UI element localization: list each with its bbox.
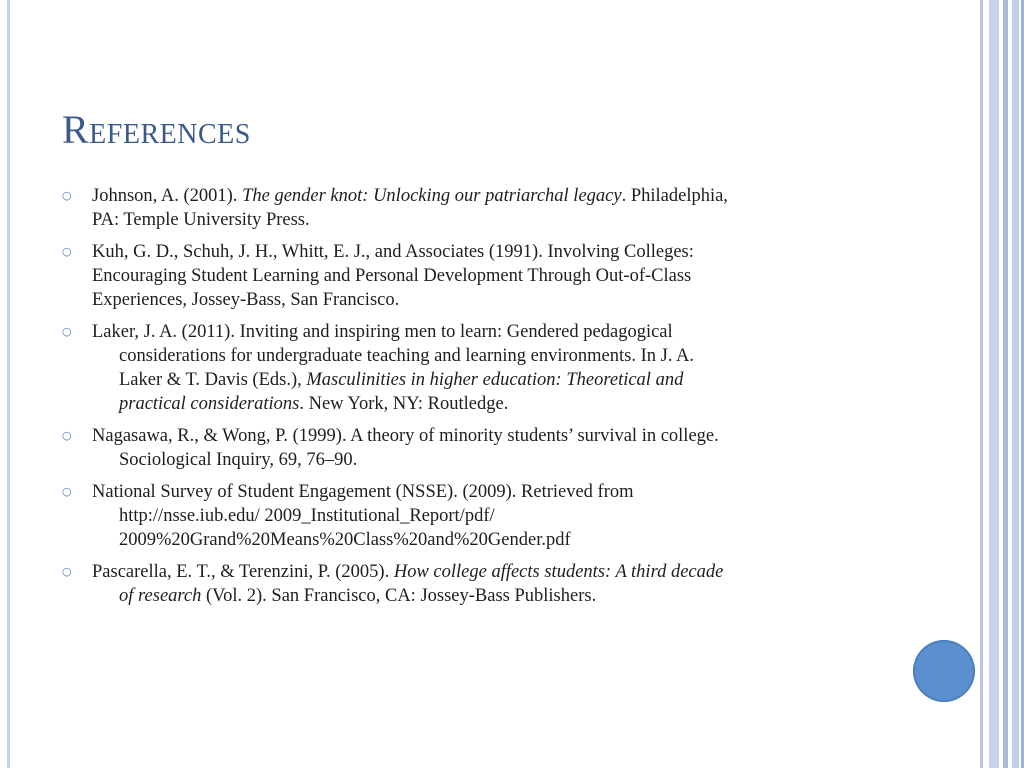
- reference-text: [92, 184, 882, 232]
- left-decorative-bar: [7, 0, 10, 768]
- reference-item-pascarella: [62, 560, 882, 608]
- hollow-circle-icon: ○: [62, 429, 72, 442]
- reference-line: Pascarella, E. T., & Terenzini, P. (2005). How college affects students: A third decade: [92, 562, 724, 582]
- hollow-circle-icon: ○: [62, 565, 72, 578]
- reference-text: [92, 560, 882, 608]
- reference-continuation: [92, 448, 882, 472]
- hollow-circle-icon: ○: [62, 325, 72, 338]
- stripe: [1003, 0, 1008, 768]
- reference-item-kuh: [62, 240, 882, 312]
- right-decorative-stripes: [980, 0, 1024, 768]
- reference-line: Laker & T. Davis (Eds.), Masculinities in higher education: Theoretical and: [119, 370, 684, 390]
- reference-line: Experiences, Jossey-Bass, San Francisco.: [92, 290, 400, 310]
- slide-title: References: [62, 107, 251, 152]
- stripe: [980, 0, 983, 768]
- reference-line: Sociological Inquiry, 69, 76–90.: [119, 450, 358, 470]
- reference-text: [92, 320, 882, 416]
- reference-line: PA: Temple University Press.: [92, 210, 310, 230]
- reference-continuation: [92, 504, 882, 552]
- reference-item-laker: [62, 320, 882, 416]
- reference-line: Laker, J. A. (2011). Inviting and inspiring men to learn: Gendered pedagogical: [92, 322, 673, 342]
- hollow-circle-icon: ○: [62, 245, 72, 258]
- stripe: [989, 0, 999, 768]
- reference-line: practical considerations. New York, NY: Routledge.: [119, 394, 509, 414]
- reference-line: Nagasawa, R., & Wong, P. (1999). A theory of minority students’ survival in college.: [92, 426, 719, 446]
- reference-url-line: 2009%20Grand%20Means%20Class%20and%20Gender.pdf: [119, 530, 571, 550]
- reference-line: Johnson, A. (2001). The gender knot: Unlocking our patriarchal legacy. Philadelphia,: [92, 186, 728, 206]
- reference-item-nsse: [62, 480, 882, 552]
- reference-line: Encouraging Student Learning and Personal Development Through Out-of-Class: [92, 266, 692, 286]
- reference-line: Kuh, G. D., Schuh, J. H., Whitt, E. J., and Associates (1991). Involving Colleges:: [92, 242, 694, 262]
- reference-line: of research (Vol. 2). San Francisco, CA: Jossey-Bass Publishers.: [119, 586, 597, 606]
- stripe: [1012, 0, 1019, 768]
- reference-url-line: http://nsse.iub.edu/ 2009_Institutional_Report/pdf/: [119, 506, 495, 526]
- reference-line: considerations for undergraduate teaching and learning environments. In J. A.: [119, 346, 695, 366]
- reference-list: [62, 184, 882, 616]
- reference-continuation: [92, 584, 882, 608]
- reference-text: [92, 240, 882, 312]
- decorative-circle: [913, 640, 975, 702]
- hollow-circle-icon: ○: [62, 189, 72, 202]
- hollow-circle-icon: ○: [62, 485, 72, 498]
- reference-continuation: [92, 344, 882, 416]
- reference-line: National Survey of Student Engagement (NSSE). (2009). Retrieved from: [92, 482, 634, 502]
- reference-text: [92, 480, 882, 552]
- reference-text: [92, 424, 882, 472]
- reference-item-johnson: [62, 184, 882, 232]
- reference-item-nagasawa: [62, 424, 882, 472]
